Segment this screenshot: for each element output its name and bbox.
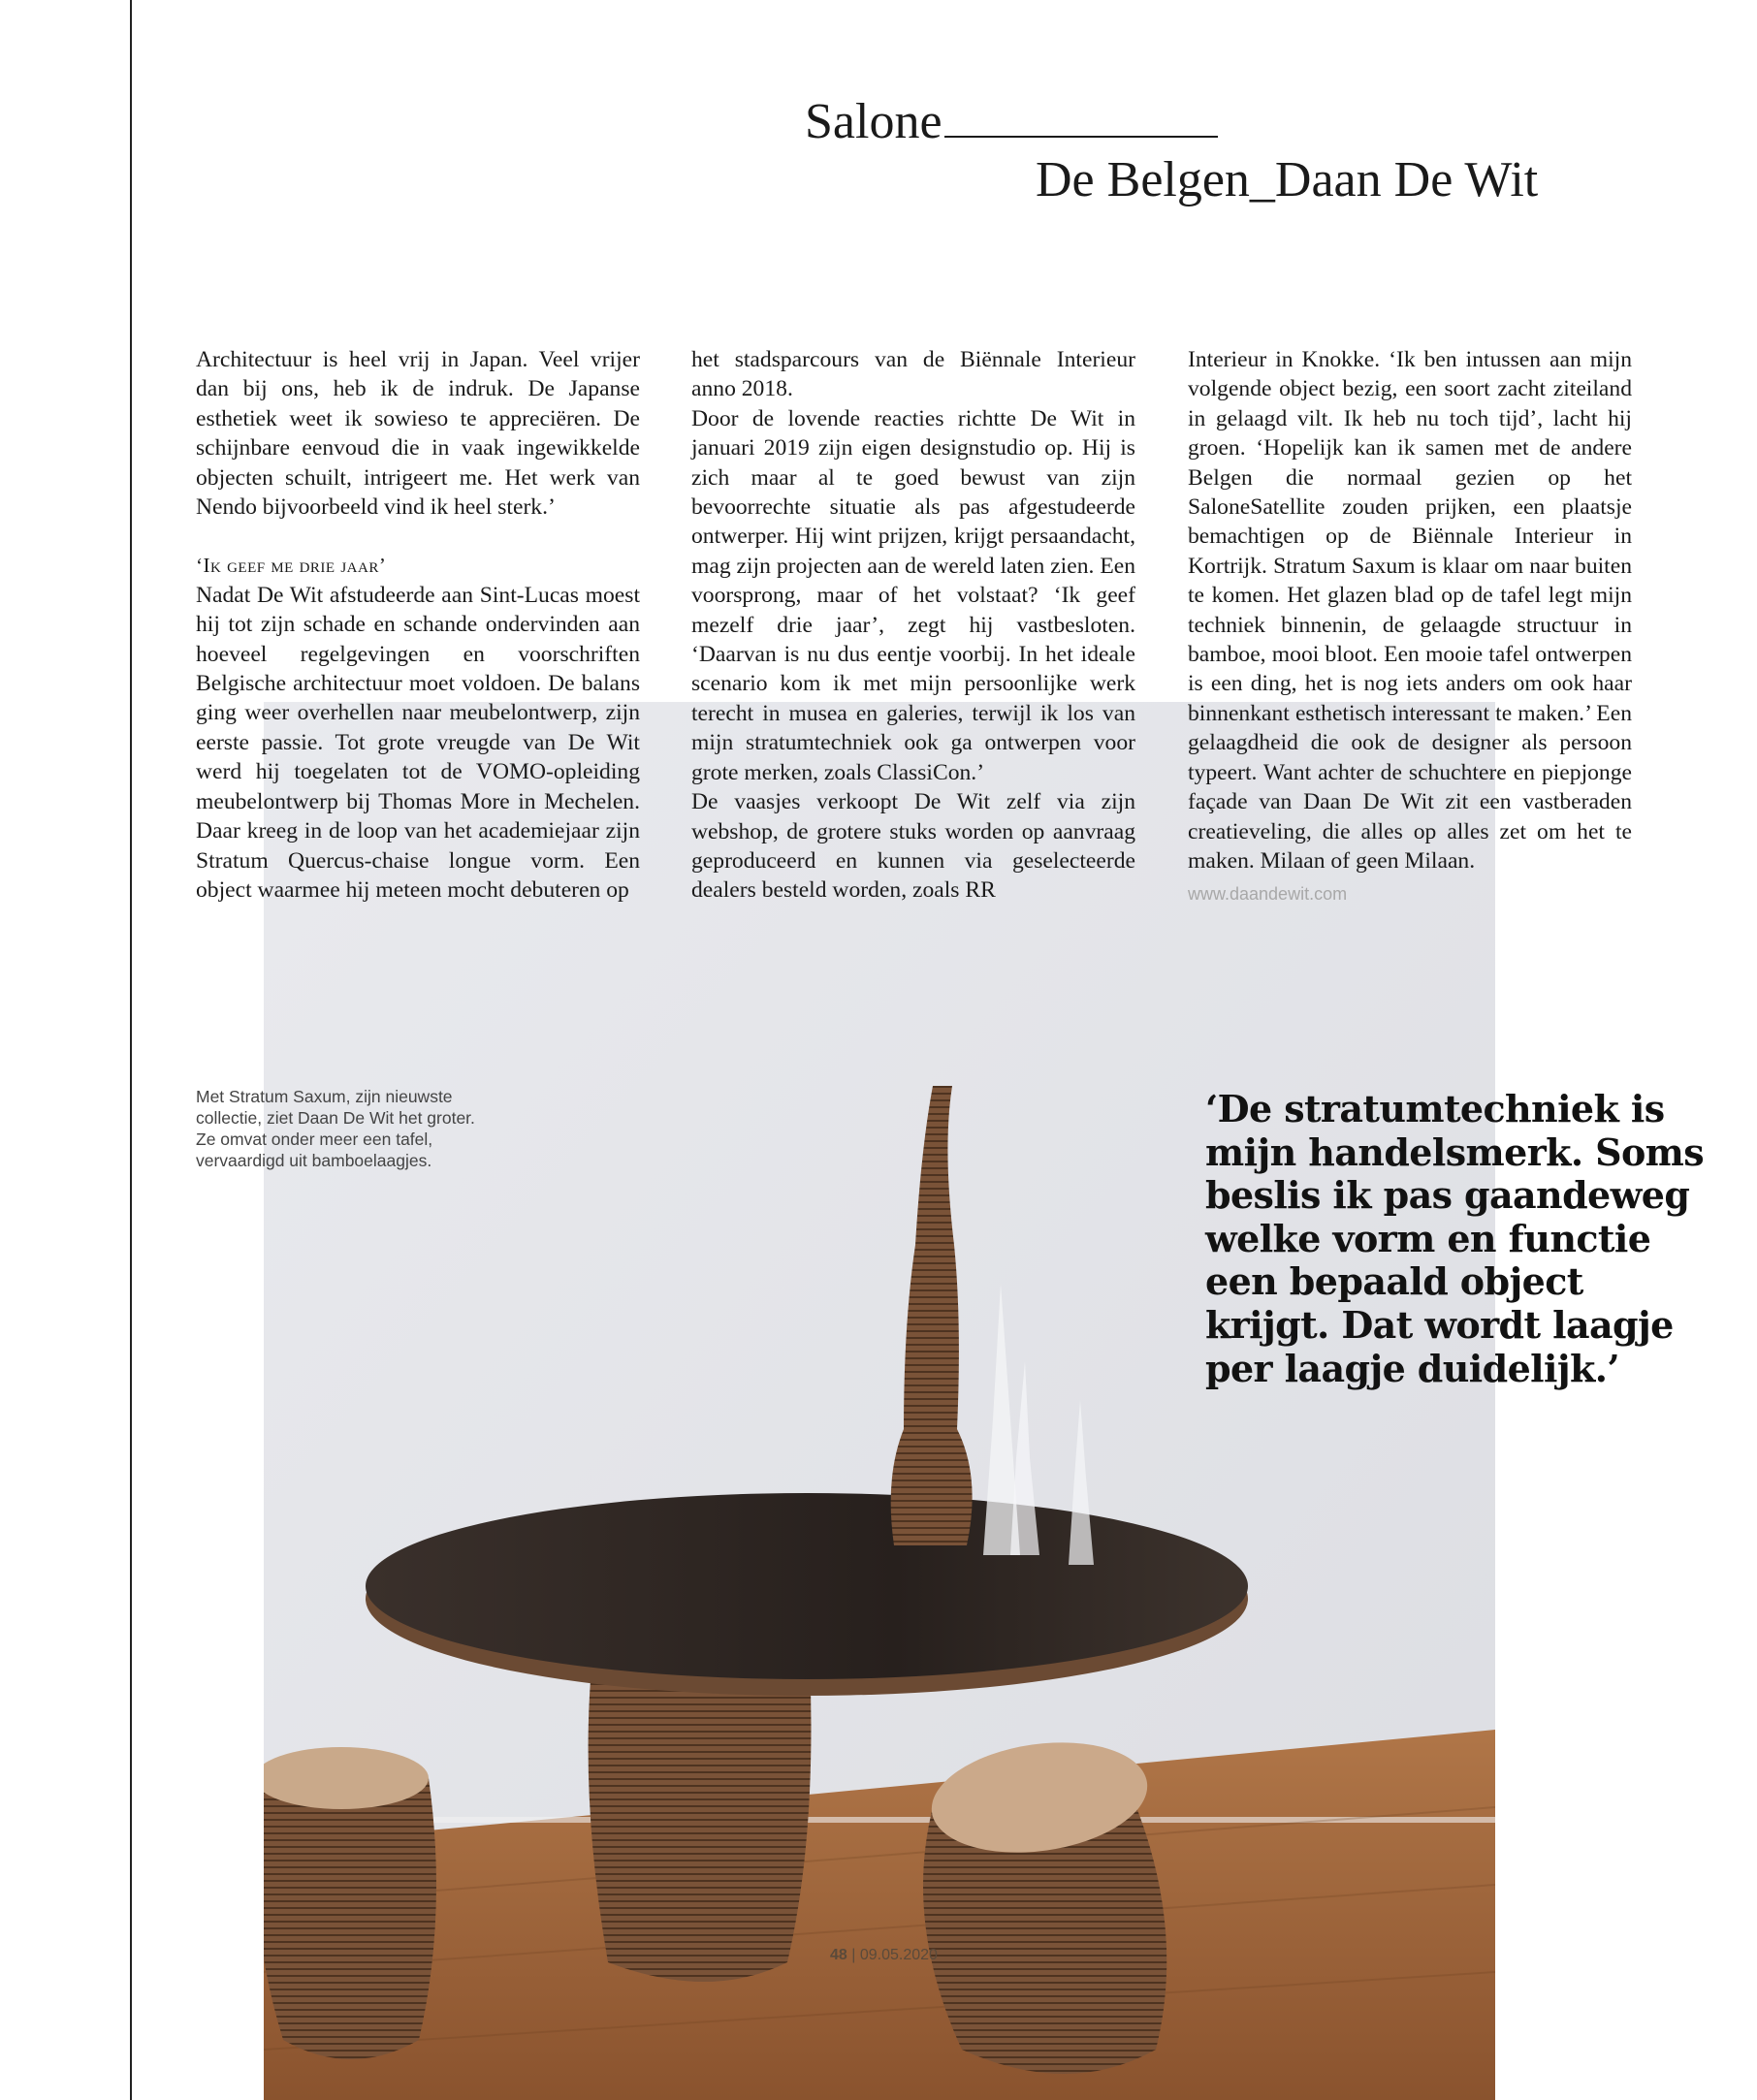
article-photo xyxy=(264,702,1495,2100)
photo-caption: Met Stratum Saxum, zijn nieuwste collectie, ziet Daan De Wit het groter. Ze omvat onder meer een tafel, vervaardigd uit bamboelaagjes. xyxy=(196,1087,475,1170)
column1-subhead: ‘Ik geef me drie jaar’ xyxy=(196,554,387,578)
header-rule xyxy=(944,93,1218,138)
column3-paragraph-1: Interieur in Knokke. ‘Ik ben intussen aan mijn volgende object bezig, een soort zacht ziteiland in gelaagd vilt. Ik heb nu toch tijd’, lacht hij groen. ‘Hopelijk kan ik samen met de andere Belgen die normaal gezien op het SaloneSatellite zouden prijken, een plaatsje bemachtigen op de Biënnale Interieur in Kortrijk. Stratum Saxum is klaar om naar buiten te komen. Het glazen blad op de tafel legt mijn techniek binnenin, de gelaagde structuur in bamboe, mooi bloot. Een mooie tafel ontwerpen is een ding, het is nog iets anders om ook haar binnenkant esthetisch interessant te maken.’ Een gelaagdheid die ook de designer als persoon typeert. Want achter de schuchtere en piepjonge façade van Daan De Wit zit een vastberaden creatieveling, die alles op alles zet om het te maken. Milaan of geen Milaan. xyxy=(1188,347,1632,874)
column1-paragraph-2: Nadat De Wit afstudeerde aan Sint-Lucas moest hij tot zijn schade en schande ondervinden aan hoeveel regelgevingen en voorschriften Belgische architectuur moet voldoen. De balans ging weer overhellen naar meubelontwerp, zijn eerste passie. Tot grote vreugde van De Wit werd hij toegelaten tot de VOMO-opleiding meubelontwerp bij Thomas More in Mechelen. Daar kreeg in de loop van het academiejaar zijn Stratum Quercus-chaise longue vorm. Een object waarmee hij meteen mocht debuteren op xyxy=(196,582,640,903)
issue-date: 09.05.2020 xyxy=(859,1947,938,1963)
page-folio: 48 | 09.05.2020 xyxy=(830,1947,938,1963)
article-subtitle: De Belgen_Daan De Wit xyxy=(1036,152,1539,207)
page-margin-rule xyxy=(130,0,132,2100)
page-number: 48 xyxy=(830,1947,847,1963)
text-column-2 xyxy=(691,345,1135,906)
section-title: Salone xyxy=(805,94,942,149)
website-link[interactable]: www.daandewit.com xyxy=(1188,884,1348,905)
text-column-1 xyxy=(196,345,640,905)
column2-paragraph-2: Door de lovende reacties richtte De Wit in januari 2019 zijn eigen designstudio op. Hij is zich maar al te goed bewust van zijn bevoorrechte situatie als pas afgestudeerde ontwerper. Hij wint prijzen, krijgt persaandacht, mag zijn projecten aan de wereld laten zien. Een voorsprong, maar of het volstaat? ‘Ik geef mezelf drie jaar’, zegt hij vastbesloten. ‘Daarvan is nu dus eentje voorbij. In het ideale scenario kom ik met mijn persoonlijke werk terecht in musea en galeries, terwijl ik los van mijn stratumtechniek ook ga ontwerpen voor grote merken, zoals ClassiCon.’ xyxy=(691,405,1135,785)
column1-paragraph-1: Architectuur is heel vrij in Japan. Veel vrijer dan bij ons, heb ik de indruk. De Japanse esthetiek weet ik sowieso te appreciëren. De schijnbare eenvoud die in vaak ingewikkelde objecten schuilt, intrigeert me. Het werk van Nendo bijvoorbeeld vind ik heel sterk.’ xyxy=(196,347,640,521)
column2-paragraph-3: De vaasjes verkoopt De Wit zelf via zijn webshop, de grotere stuks worden op aanvraag geproduceerd en kunnen via geselecteerde dealers besteld worden, zoals RR xyxy=(691,789,1135,904)
pull-quote: ‘De stratumtechniek is mijn handelsmerk. Soms beslis ik pas gaandeweg welke vorm en functie een bepaald object krijgt. Dat wordt laagje per laagje duidelijk.’ xyxy=(1205,1087,1705,1390)
text-column-3 xyxy=(1188,345,1632,909)
column2-paragraph-1: het stadsparcours van de Biënnale Interieur anno 2018. xyxy=(691,347,1135,402)
section-header xyxy=(805,93,1218,151)
